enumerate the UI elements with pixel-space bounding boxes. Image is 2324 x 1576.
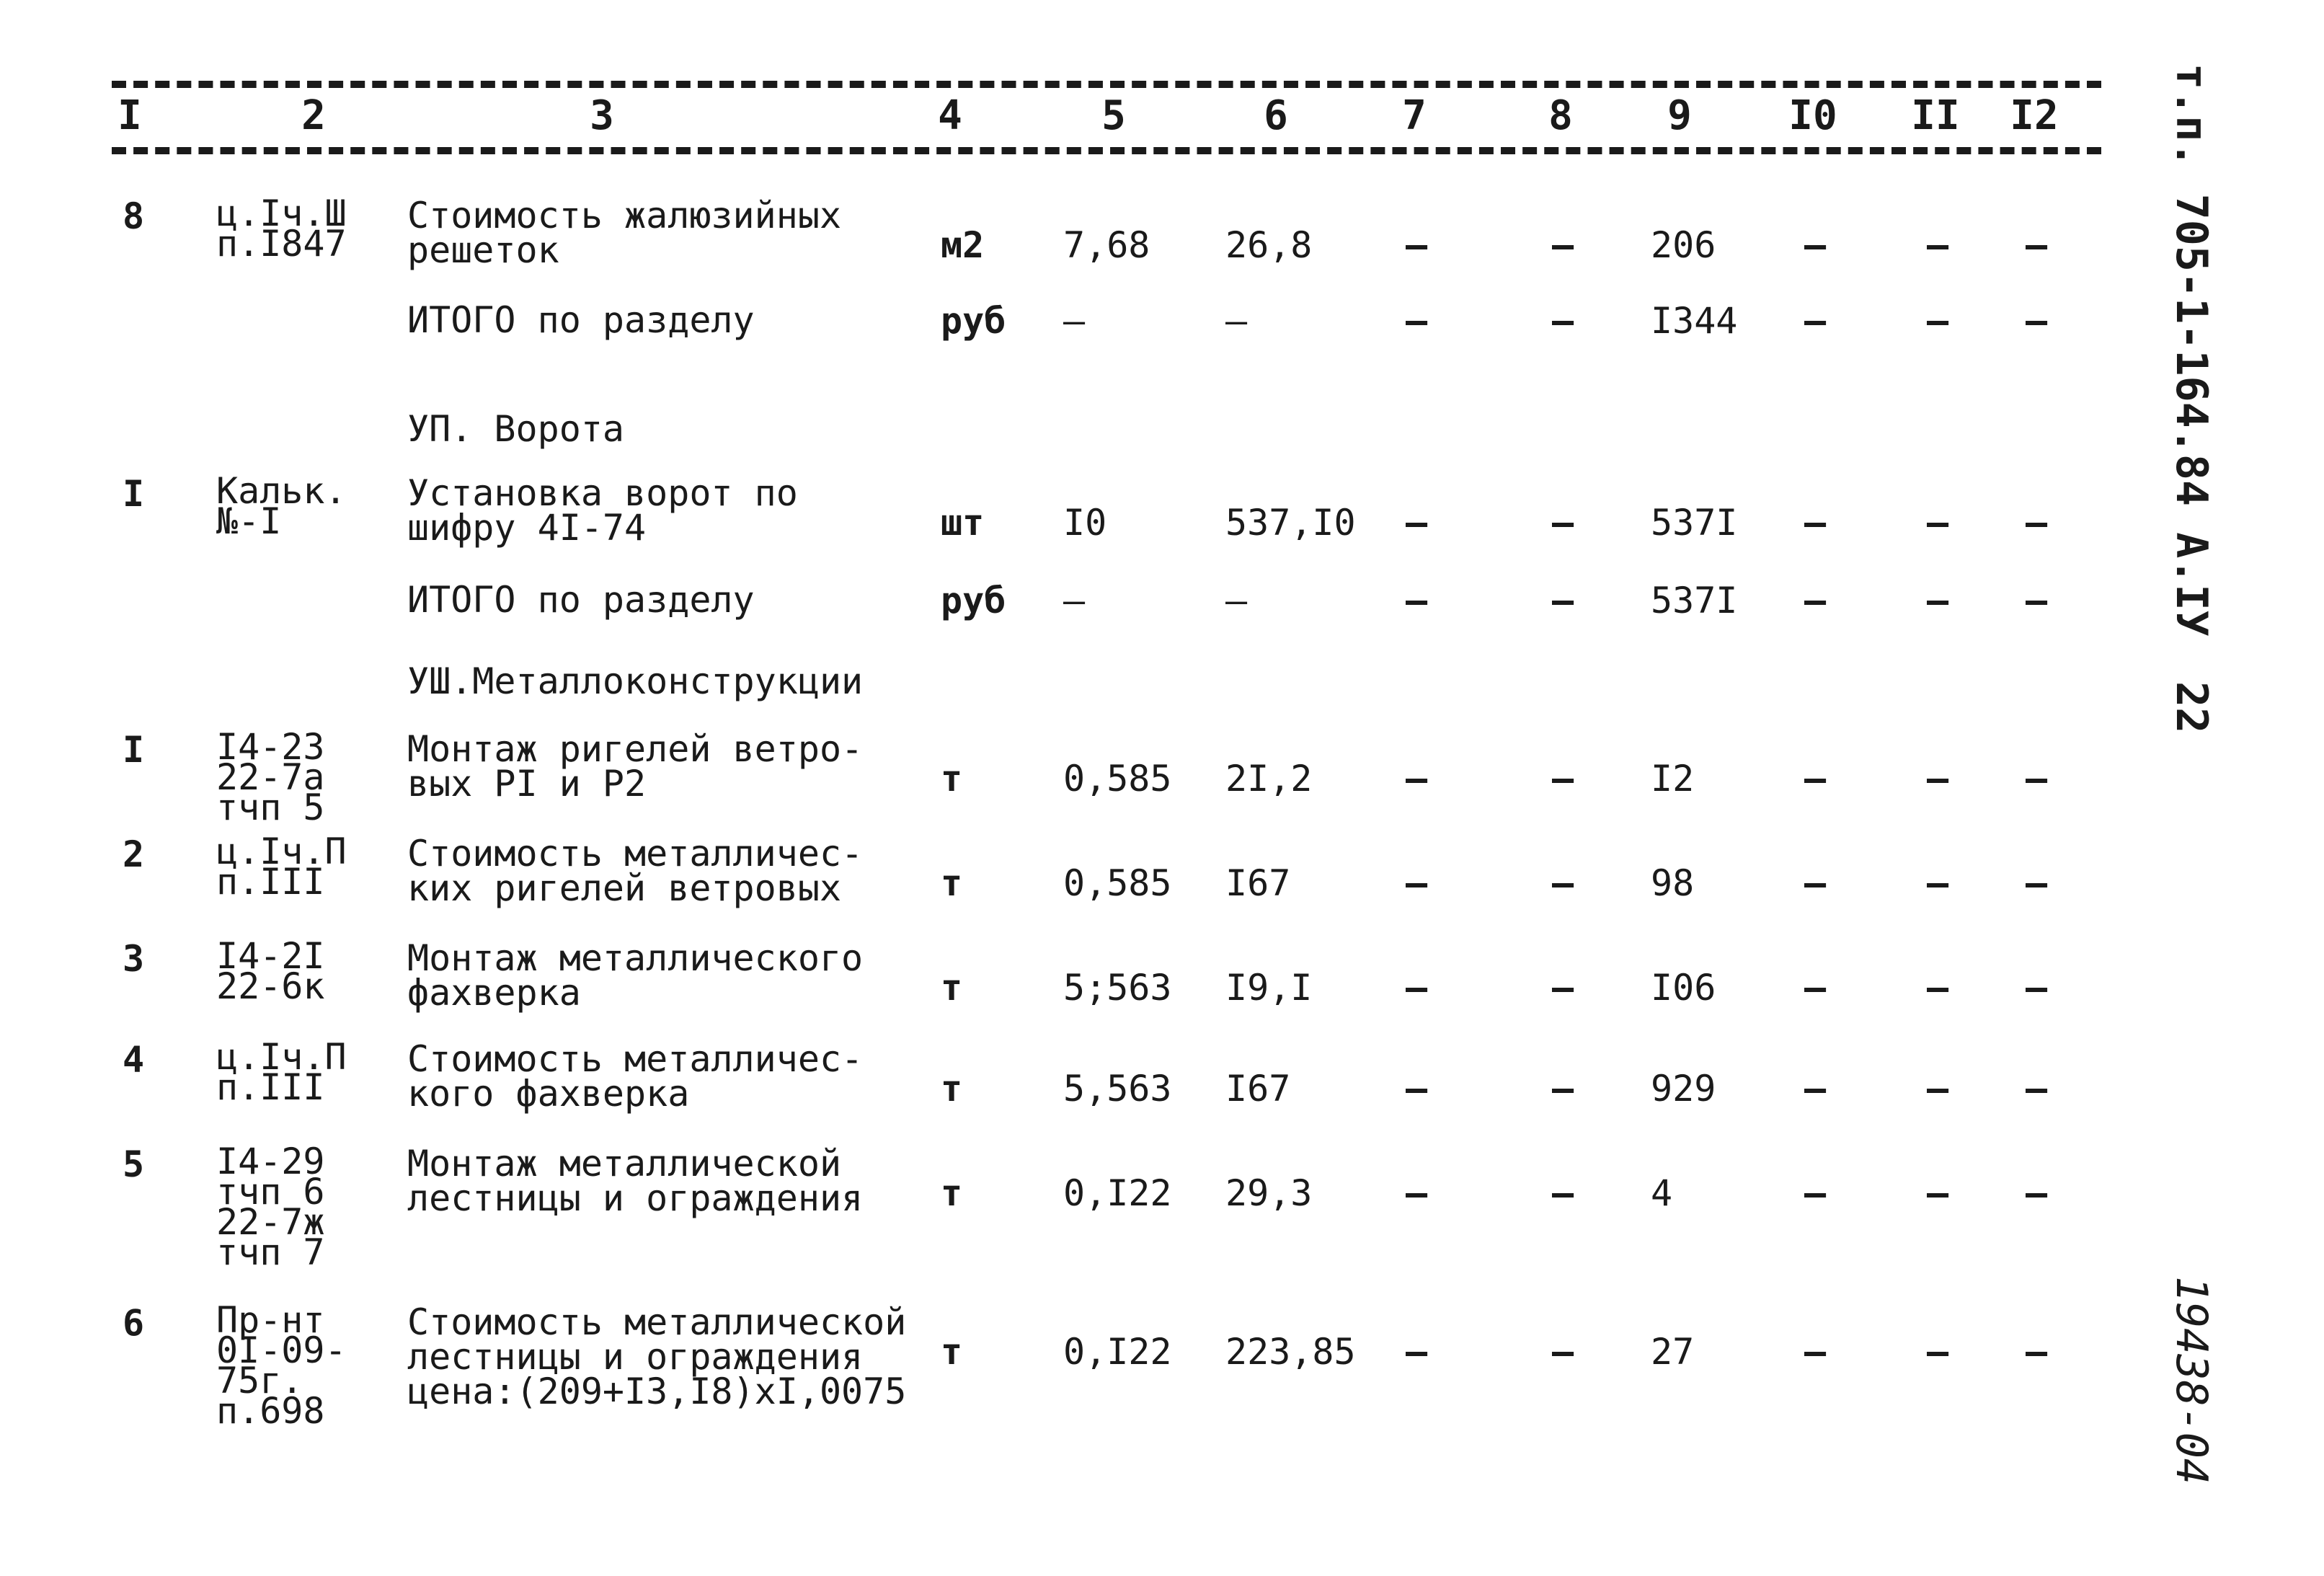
row-c7: – xyxy=(1406,862,1428,904)
row-c10: – xyxy=(1804,862,1827,904)
row-c10: – xyxy=(1804,224,1827,266)
row-reference: Пр-нт 0I-09- 75г. п.698 xyxy=(216,1299,347,1432)
row-c9: 27 xyxy=(1651,1331,1695,1373)
row-c6: 29,3 xyxy=(1225,1172,1313,1214)
row-c9: 206 xyxy=(1651,224,1716,266)
col-header-10: I0 xyxy=(1788,92,1837,139)
row-c6: 223,85 xyxy=(1225,1331,1356,1373)
row-c5: 0,I22 xyxy=(1063,1172,1172,1214)
col-header-12: I2 xyxy=(2010,92,2059,139)
row-c8: – xyxy=(1552,580,1574,621)
row-unit: шт xyxy=(941,502,985,544)
row-c11: – xyxy=(1927,1068,1949,1110)
row-c9: I2 xyxy=(1651,758,1695,800)
row-reference: ц.Iч.П п.III xyxy=(216,831,347,903)
row-unit: т xyxy=(941,1068,963,1110)
row-description: Установка ворот по шифру 4I-74 xyxy=(407,472,798,549)
row-number: 2 xyxy=(123,833,145,875)
inventory-number: 19438-04 xyxy=(2166,1276,2217,1484)
col-header-3: 3 xyxy=(590,92,614,139)
row-c6: 2I,2 xyxy=(1225,758,1313,800)
row-c8: – xyxy=(1552,1172,1574,1214)
row-number: 6 xyxy=(123,1302,145,1344)
row-unit: т xyxy=(941,1331,963,1373)
row-reference: I4-29 тчп 6 22-7ж тчп 7 xyxy=(216,1141,325,1273)
row-c8: – xyxy=(1552,1331,1574,1373)
row-c12: – xyxy=(2026,502,2048,544)
row-c11: – xyxy=(1927,1172,1949,1214)
col-header-8: 8 xyxy=(1548,92,1573,139)
row-unit: т xyxy=(941,1172,963,1214)
row-c10: – xyxy=(1804,1068,1827,1110)
row-c5: 0,I22 xyxy=(1063,1331,1172,1373)
row-c10: – xyxy=(1804,300,1827,342)
row-c12: – xyxy=(2026,862,2048,904)
row-c7: – xyxy=(1406,580,1428,621)
header-top-rule xyxy=(112,81,2101,88)
row-c8: – xyxy=(1552,300,1574,342)
row-c7: – xyxy=(1406,967,1428,1009)
row-c7: – xyxy=(1406,224,1428,266)
row-c11: – xyxy=(1927,1331,1949,1373)
row-c5: – xyxy=(1063,300,1086,342)
row-c8: – xyxy=(1552,502,1574,544)
row-c5: 7,68 xyxy=(1063,224,1150,266)
row-c11: – xyxy=(1927,224,1949,266)
header-bottom-rule xyxy=(112,147,2101,154)
row-c5: I0 xyxy=(1063,502,1107,544)
col-header-1: I xyxy=(117,92,142,139)
document-code: т.п. 705-1-164.84 А.IУ xyxy=(2166,63,2217,637)
row-c9: I06 xyxy=(1651,967,1716,1009)
row-c9: 537I xyxy=(1651,502,1738,544)
row-description: Монтаж металлической лестницы и ограждения xyxy=(407,1143,864,1219)
row-description: Монтаж металлического фахверка xyxy=(407,937,864,1014)
row-number: 4 xyxy=(123,1039,145,1081)
row-description: ИТОГО по разделу xyxy=(407,299,755,341)
row-number: I xyxy=(123,729,145,771)
row-description: Монтаж ригелей ветро- вых PI и P2 xyxy=(407,728,864,805)
row-c11: – xyxy=(1927,502,1949,544)
col-header-2: 2 xyxy=(301,92,326,139)
row-c6: I9,I xyxy=(1225,967,1313,1009)
row-description: Стоимость металличес- ких ригелей ветровых xyxy=(407,833,864,909)
row-c8: – xyxy=(1552,758,1574,800)
row-c6: I67 xyxy=(1225,1068,1291,1110)
row-c6: – xyxy=(1225,580,1248,621)
row-c10: – xyxy=(1804,502,1827,544)
row-c8: – xyxy=(1552,862,1574,904)
row-c9: 98 xyxy=(1651,862,1695,904)
row-c7: – xyxy=(1406,502,1428,544)
row-c12: – xyxy=(2026,967,2048,1009)
row-c7: – xyxy=(1406,758,1428,800)
row-c7: – xyxy=(1406,1068,1428,1110)
row-c12: – xyxy=(2026,1172,2048,1214)
row-unit: т xyxy=(941,862,963,904)
row-c10: – xyxy=(1804,967,1827,1009)
row-reference: I4-2I 22-6к xyxy=(216,935,325,1007)
row-c6: 26,8 xyxy=(1225,224,1313,266)
row-c12: – xyxy=(2026,1331,2048,1373)
section-heading: УП. Ворота xyxy=(407,408,625,450)
row-description: Стоимость жалюзийных решеток xyxy=(407,195,842,271)
row-number: 5 xyxy=(123,1143,145,1185)
row-c8: – xyxy=(1552,1068,1574,1110)
row-c10: – xyxy=(1804,1172,1827,1214)
row-c8: – xyxy=(1552,967,1574,1009)
row-description: Стоимость металличес- кого фахверка xyxy=(407,1038,864,1115)
row-c5: 0,585 xyxy=(1063,862,1172,904)
row-reference: ц.Iч.П п.III xyxy=(216,1036,347,1108)
row-c8: – xyxy=(1552,224,1574,266)
row-c6: – xyxy=(1225,300,1248,342)
row-reference: I4-23 22-7а тчп 5 xyxy=(216,726,325,828)
row-c11: – xyxy=(1927,862,1949,904)
row-description: ИТОГО по разделу xyxy=(407,579,755,621)
row-c6: 537,I0 xyxy=(1225,502,1356,544)
row-c5: 5,563 xyxy=(1063,1068,1172,1110)
col-header-11: II xyxy=(1911,92,1960,139)
row-c12: – xyxy=(2026,224,2048,266)
row-c6: I67 xyxy=(1225,862,1291,904)
row-description: Стоимость металлической лестницы и ограждения цена:(209+I3,I8)xI,0075 xyxy=(407,1301,907,1412)
col-header-7: 7 xyxy=(1402,92,1427,139)
row-c7: – xyxy=(1406,1172,1428,1214)
col-header-6: 6 xyxy=(1264,92,1288,139)
row-number: I xyxy=(123,473,145,515)
row-c9: I344 xyxy=(1651,300,1738,342)
row-c7: – xyxy=(1406,1331,1428,1373)
row-c11: – xyxy=(1927,967,1949,1009)
row-c12: – xyxy=(2026,1068,2048,1110)
row-unit: т xyxy=(941,758,963,800)
row-c10: – xyxy=(1804,580,1827,621)
row-c12: – xyxy=(2026,758,2048,800)
col-header-4: 4 xyxy=(938,92,962,139)
col-header-5: 5 xyxy=(1101,92,1126,139)
row-c9: 929 xyxy=(1651,1068,1716,1110)
row-c9: 537I xyxy=(1651,580,1738,621)
row-c7: – xyxy=(1406,300,1428,342)
row-c11: – xyxy=(1927,580,1949,621)
row-number: 3 xyxy=(123,938,145,980)
col-header-9: 9 xyxy=(1667,92,1692,139)
row-c11: – xyxy=(1927,300,1949,342)
row-reference: ц.Iч.Ш п.I847 xyxy=(216,192,347,265)
row-c5: – xyxy=(1063,580,1086,621)
row-reference: Кальк. №-I xyxy=(216,470,347,542)
row-number: 8 xyxy=(123,195,145,237)
row-unit: м2 xyxy=(941,224,985,266)
page-number: 22 xyxy=(2166,681,2217,734)
row-unit: руб xyxy=(941,300,1006,342)
row-c10: – xyxy=(1804,1331,1827,1373)
section-heading: УШ.Металлоконструкции xyxy=(407,660,864,702)
row-unit: т xyxy=(941,967,963,1009)
row-c12: – xyxy=(2026,300,2048,342)
row-c10: – xyxy=(1804,758,1827,800)
row-c5: 0,585 xyxy=(1063,758,1172,800)
row-c11: – xyxy=(1927,758,1949,800)
row-c5: 5;563 xyxy=(1063,967,1172,1009)
row-c12: – xyxy=(2026,580,2048,621)
row-c9: 4 xyxy=(1651,1172,1673,1214)
row-unit: руб xyxy=(941,580,1006,621)
